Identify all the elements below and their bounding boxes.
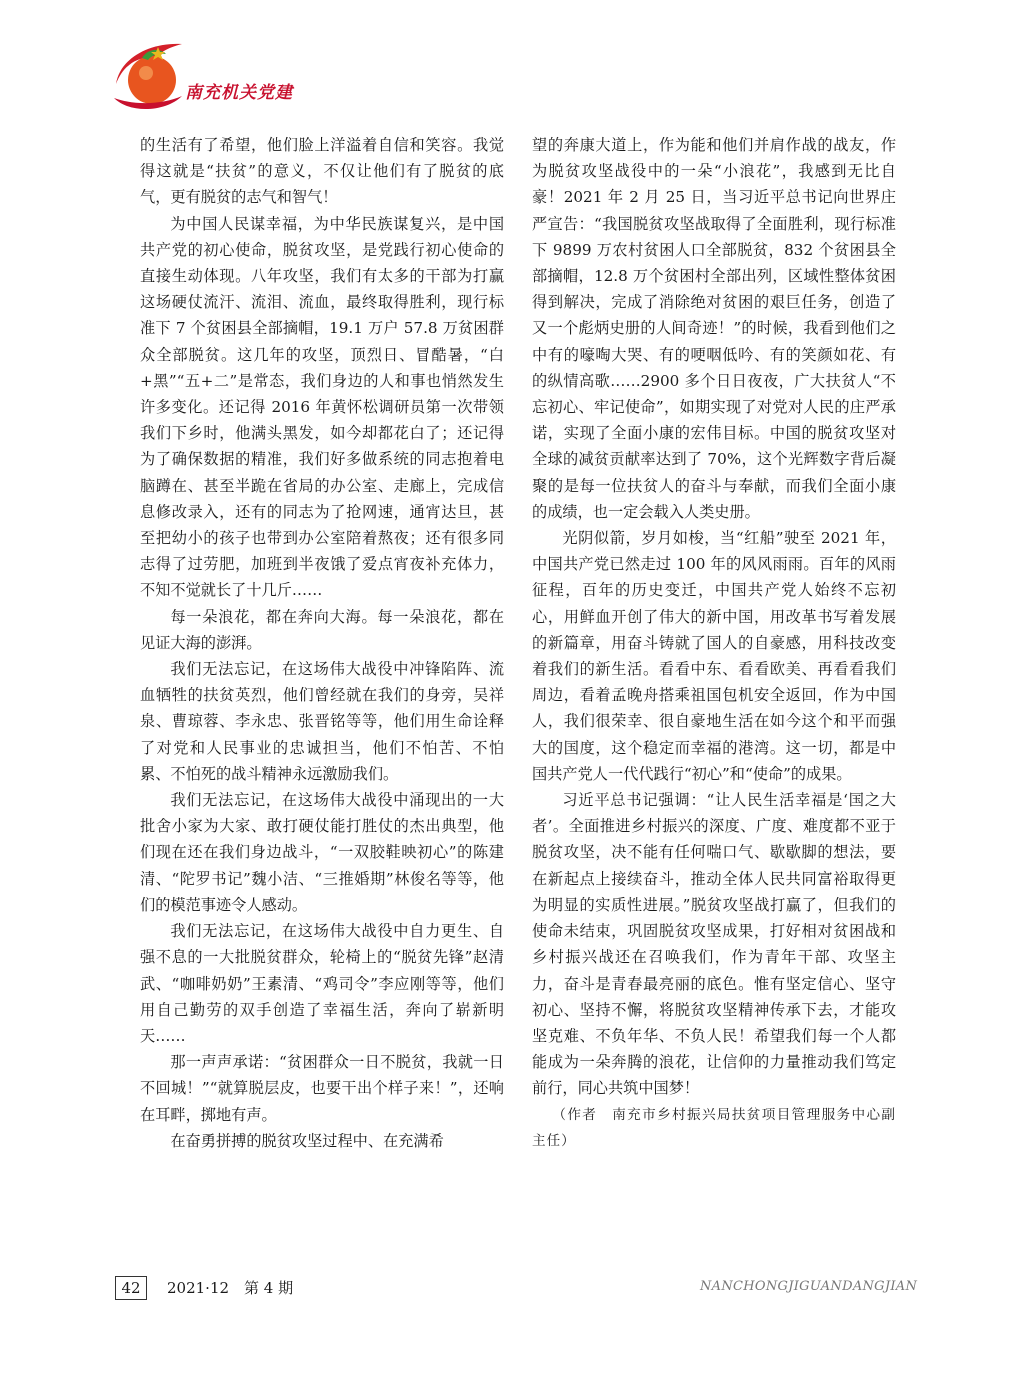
paragraph: 望的奔康大道上，作为能和他们并肩作战的战友，作为脱贫攻坚战役中的一朵“小浪花”，我感到无比自豪！2021 年 2 月 25 日，当习近平总书记向世界庄严宣告：“我国脱贫攻坚战取得了全面胜利，现行标准下 9899 万农村贫困人口全部脱贫，832 个贫困县全部摘帽，12.8 万个贫困村全部出列，区域性整体贫困得到解决，完成了消除绝对贫困的艰巨任务，创造了又一个彪炳史册的人间奇迹！”的时候，我看到他们之中有的嚎啕大哭、有的哽咽低吟、有的笑颜如花、有的纵情高歌……2900 多个日日夜夜，广大扶贫人“不忘初心、牢记使命”，如期实现了对党对人民的庄严承诺，实现了全面小康的宏伟目标。中国的脱贫攻坚对全球的减贫贡献率达到了 70%，这个光辉数字背后凝聚的是每一位扶贫人的奋斗与奉献，而我们全面小康的成绩，也一定会载入人类史册。	[532, 136, 896, 521]
paragraph: 那一声声承诺：“贫困群众一日不脱贫，我就一日不回城！”“就算脱层皮，也要干出个样子来！”，还响在耳畔，掷地有声。	[140, 1053, 504, 1124]
paragraph: 每一朵浪花，都在奔向大海。每一朵浪花，都在见证大海的澎湃。	[140, 607, 504, 652]
paragraph: 光阴似箭，岁月如梭，当“红船”驶至 2021 年，中国共产党已然走过 100 年的风风雨雨。百年的风雨征程，百年的历史变迁，中国共产党人始终不忘初心，用鲜血开创了伟大的新中国，用改革书写着发展的新篇章，用奋斗铸就了国人的自豪感，用科技改变着我们的新生活。看看中东、看看欧美、再看看我们周边，看着孟晚舟搭乘祖国包机安全返回，作为中国人，我们很荣幸、很自豪地生活在如今这个和平而强大的国度，这个稳定而幸福的港湾。这一切，都是中国共产党人一代代践行“初心”和“使命”的成果。	[532, 529, 896, 783]
paragraph: 我们无法忘记，在这场伟大战役中涌现出的一大批舍小家为大家、敢打硬仗能打胜仗的杰出典型，他们现在还在我们身边战斗，“一双胶鞋映初心”的陈建清、“陀罗书记”魏小洁、“三推婚期”林俊名等等，他们的模范事迹令人感动。	[140, 791, 504, 914]
page-number: 42	[115, 1276, 147, 1300]
paragraph: 为中国人民谋幸福，为中华民族谋复兴，是中国共产党的初心使命，脱贫攻坚，是党践行初心使命的直接生动体现。八年攻坚，我们有太多的干部为打赢这场硬仗流汗、流泪、流血，最终取得胜利，现行标准下 7 个贫困县全部摘帽，19.1 万户 57.8 万贫困群众全部脱贫。这几年的攻坚，顶烈日、冒酷暑，“白+黑”“五+二”是常态，我们身边的人和事也悄然发生许多变化。还记得 2016 年黄怀松调研员第一次带领我们下乡时，他满头黑发，如今却都花白了；还记得为了确保数据的精准，我们好多做系统的同志抱着电脑蹲在、甚至半跪在省局的办公室、走廊上，完成信息修改录入，还有的同志为了抢网速，通宵达旦，甚至把幼小的孩子也带到办公室陪着熬夜；还有很多同志得了过劳肥，加班到半夜饿了爱点宵夜补充体力，不知不觉就长了十几斤……	[140, 214, 504, 600]
paragraph: 我们无法忘记，在这场伟大战役中自力更生、自强不息的一大批脱贫群众，轮椅上的“脱贫先锋”赵清武、“咖啡奶奶”王素清、“鸡司令”李应刚等等，他们用自己勤劳的双手创造了幸福生活，奔向了崭新明天……	[140, 922, 504, 1045]
paragraph: 习近平总书记强调：“让人民生活幸福是‘国之大者’。全面推进乡村振兴的深度、广度、难度都不亚于脱贫攻坚，决不能有任何喘口气、歇歇脚的想法，要在新起点上接续奋斗，推动全体人民共同富裕取得更为明显的实质性进展。”脱贫攻坚战打赢了，但我们的使命未结束，巩固脱贫攻坚成果，打好相对贫困战和乡村振兴战还在召唤我们，作为青年干部、攻坚主力，奋斗是青春最亮丽的底色。惟有坚定信心、坚守初心、坚持不懈，将脱贫攻坚精神传承下去，才能攻坚克难、不负年华、不负人民！希望我们每一个人都能成为一朵奔腾的浪花，让信仰的力量推动我们笃定前行，同心共筑中国梦！	[532, 791, 896, 1098]
issue-label: 2021·12 第 4 期	[167, 1279, 294, 1297]
paragraph: 在奋勇拼搏的脱贫攻坚过程中、在充满希	[170, 1131, 444, 1150]
right-column	[532, 132, 896, 1154]
author-note: （作者 南充市乡村振兴局扶贫项目管理服务中心副主任）	[532, 1106, 896, 1149]
paragraph: 的生活有了希望，他们脸上洋溢着自信和笑容。我觉得这就是“扶贫”的意义，不仅让他们有了脱贫的底气，更有脱贫的志气和智气！	[140, 136, 504, 207]
page-header	[110, 38, 410, 118]
left-column	[140, 132, 504, 1154]
brand-title: 南充机关党建	[185, 83, 293, 103]
party-building-logo-icon	[110, 38, 190, 114]
page-footer	[0, 1276, 1015, 1300]
paragraph: 我们无法忘记，在这场伟大战役中冲锋陷阵、流血牺牲的扶贫英烈，他们曾经就在我们的身旁，吴祥泉、曹琼蓉、李永忠、张晋铭等等，他们用生命诠释了对党和人民事业的忠诚担当，他们不怕苦、不怕累、不怕死的战斗精神永远激励我们。	[140, 660, 504, 783]
publication-pinyin: NANCHONGJIGUANDANGJIAN	[700, 1279, 918, 1294]
